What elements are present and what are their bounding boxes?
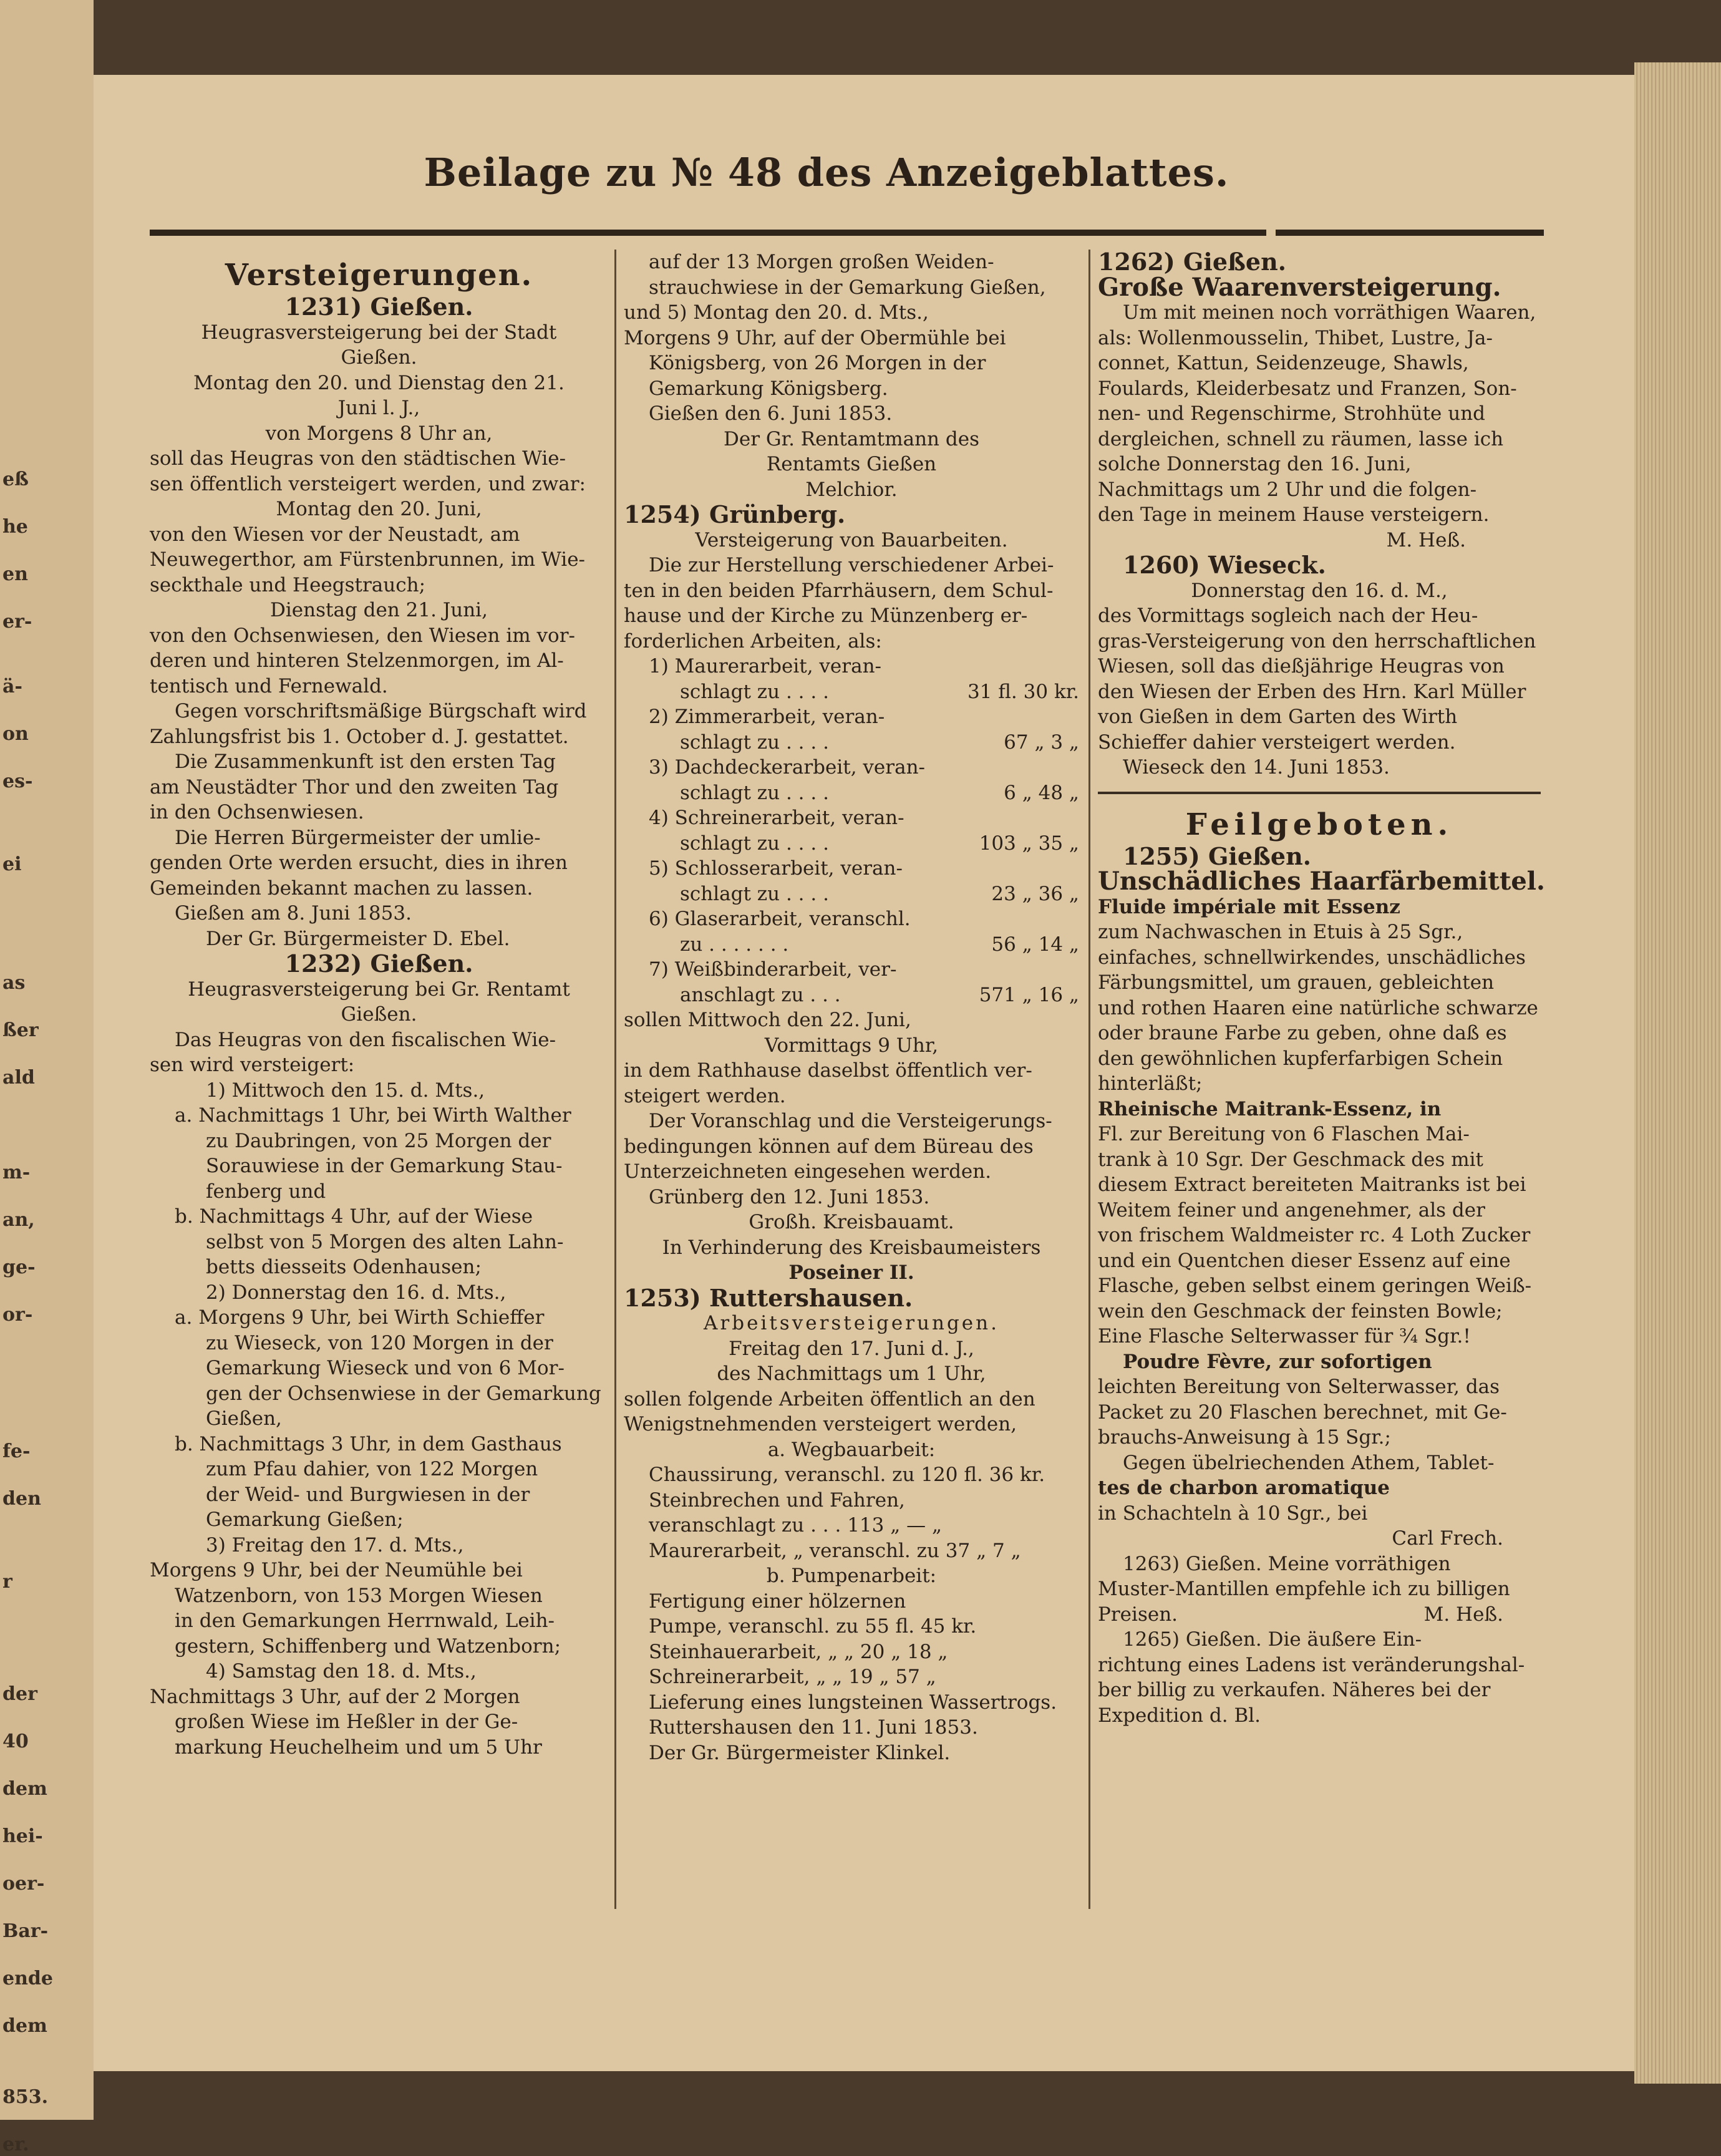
text-line: in Schachteln à 10 Sgr., bei — [1098, 1502, 1368, 1525]
notice-heading: Heugrasversteigerung bei Gr. Rentamt — [188, 978, 570, 1001]
work-item-price — [624, 730, 1079, 755]
price-label: schlagt zu . . . . — [680, 832, 829, 855]
text-line: Der Voranschlag und die Versteigerungs- — [649, 1110, 1052, 1132]
text-line: Großh. Kreisbauamt. — [749, 1211, 954, 1233]
notice-number: 1232) Gießen. — [284, 949, 473, 978]
text-line: Schreinerarbeit, „ „ 19 „ 57 „ — [649, 1666, 936, 1688]
text-line: hinterläßt; — [1098, 1072, 1203, 1095]
text-line: Nachmittags um 2 Uhr und die folgen- — [1098, 478, 1477, 501]
text-line: genden Orte werden ersucht, dies in ihren — [150, 852, 568, 874]
price-label: zu . . . . . . . — [680, 933, 789, 956]
text-line: Gemeinden bekannt machen zu lassen. — [150, 876, 533, 900]
text-line: Watzenborn, von 153 Morgen Wiesen — [175, 1584, 543, 1607]
text-line: Fertigung einer hölzernen — [649, 1590, 906, 1613]
text-line: Das Heugras von den fiscalischen Wie- — [175, 1028, 556, 1051]
text-line: Gemarkung Königsberg. — [649, 377, 888, 400]
facing-page-fragment: ge- — [2, 1256, 36, 1278]
text-line: zu Wieseck, von 120 Morgen in der — [206, 1331, 553, 1354]
text-line: Juni l. J., — [337, 397, 420, 419]
facing-page-fragment: he — [2, 515, 28, 538]
text-line: den gewöhnlichen kupferfarbigen Schein — [1098, 1047, 1503, 1070]
signature: Melchior. — [805, 478, 898, 501]
text-line: Foulards, Kleiderbesatz und Franzen, Son- — [1098, 377, 1517, 400]
text-line: Gießen den 6. Juni 1853. — [649, 402, 893, 425]
facing-page-fragment: ä- — [2, 676, 22, 697]
text-line: in den Gemarkungen Herrnwald, Leih- — [175, 1610, 555, 1632]
work-item: 5) Schlosserarbeit, veran- — [649, 857, 903, 880]
work-item-price — [624, 831, 1079, 857]
column-divider-1 — [614, 250, 616, 1909]
text-line: den Tage in meinem Hause versteigern. — [1098, 503, 1490, 526]
text-line: von frischem Waldmeister rc. 4 Loth Zucker — [1098, 1224, 1531, 1246]
price-value: 56 „ 14 „ — [991, 933, 1079, 956]
facing-page-fragment: ei — [2, 853, 22, 875]
text-line: Fl. zur Bereitung von 6 Flaschen Mai- — [1098, 1123, 1470, 1145]
text-line: Expedition d. Bl. — [1098, 1704, 1261, 1727]
notice-heading: Heugrasversteigerung bei der Stadt — [201, 321, 557, 344]
text-line: den Wiesen der Erben des Hrn. Karl Müller — [1098, 680, 1526, 703]
text-line: Morgens 9 Uhr, bei der Neumühle bei — [150, 1559, 523, 1581]
text-line: Die Zusammenkunft ist den ersten Tag — [175, 750, 556, 773]
facing-page-fragment: es- — [2, 770, 33, 792]
work-item: 7) Weißbinderarbeit, ver- — [649, 958, 897, 981]
text-line: Die zur Herstellung verschiedener Arbei- — [649, 554, 1054, 576]
text-line: Färbungsmittel, um grauen, gebleichten — [1098, 971, 1495, 994]
text-line: Steinhauerarbeit, „ „ 20 „ 18 „ — [649, 1640, 948, 1663]
text-line: Nachmittags 3 Uhr, auf der 2 Morgen — [150, 1685, 520, 1708]
column-2 — [624, 250, 1079, 1765]
notice-line: 1265) Gießen. Die äußere Ein- — [1123, 1628, 1422, 1651]
price-label: schlagt zu . . . . — [680, 680, 829, 703]
facing-page-fragment: en — [2, 563, 28, 585]
section-heading: Feilgeboten. — [1185, 807, 1453, 842]
work-item: 2) Zimmerarbeit, veran- — [649, 706, 885, 728]
notice-number: 1253) Ruttershausen. — [624, 1283, 913, 1312]
text-line: von Gießen in dem Garten des Wirth — [1098, 706, 1458, 728]
text-line: der Weid- und Burgwiesen in der — [206, 1483, 530, 1506]
text-line: Muster-Mantillen empfehle ich zu billigen — [1098, 1578, 1510, 1600]
text-line: Eine Flasche Selterwasser für ¾ Sgr.! — [1098, 1325, 1471, 1348]
text-line: Unterzeichneten eingesehen werden. — [624, 1160, 992, 1183]
text-line: brauchs-Anweisung à 15 Sgr.; — [1098, 1426, 1391, 1449]
text-line: Die Herren Bürgermeister der umlie- — [175, 826, 541, 849]
facing-page-fragment: r — [2, 1570, 12, 1593]
text-line: Gießen, — [206, 1407, 282, 1430]
notice-number: 1231) Gießen. — [284, 293, 473, 321]
text-line: 4) Samstag den 18. d. Mts., — [206, 1660, 477, 1683]
text-line: trank à 10 Sgr. Der Geschmack des mit — [1098, 1148, 1484, 1171]
text-line: gestern, Schiffenberg und Watzenborn; — [175, 1634, 561, 1658]
text-line: Morgens 9 Uhr, auf der Obermühle bei — [624, 326, 1006, 349]
text-line: Steinbrechen und Fahren, — [649, 1488, 905, 1512]
text-line-with-signature — [1098, 1602, 1541, 1628]
text-line: und 5) Montag den 20. d. Mts., — [624, 301, 929, 324]
text-line: Maurerarbeit, „ veranschl. zu 37 „ 7 „ — [649, 1539, 1021, 1562]
price-label: schlagt zu . . . . — [680, 731, 829, 754]
text-line: zum Nachwaschen in Etuis à 25 Sgr., — [1098, 921, 1463, 943]
work-item: 3) Dachdeckerarbeit, veran- — [649, 756, 926, 779]
text-line: Neuwegerthor, am Fürstenbrunnen, im Wie- — [150, 548, 586, 571]
text-line: connet, Kattun, Seidenzeuge, Shawls, — [1098, 352, 1469, 374]
notice-number: 1262) Gießen. — [1098, 248, 1286, 276]
text-line: Pumpe, veranschl. zu 55 fl. 45 kr. — [649, 1615, 977, 1638]
text-line: Der Gr. Rentamtmann des — [724, 427, 979, 450]
text-line: Gießen. — [341, 1003, 417, 1026]
facing-page-fragment: ßer — [2, 1019, 39, 1041]
text-line: Gemarkung Gießen; — [206, 1508, 404, 1531]
text-line: Rentamts Gießen — [766, 453, 937, 475]
text-line: Zahlungsfrist bis 1. October d. J. gestattet. — [150, 725, 569, 748]
text-line: solche Donnerstag den 16. Juni, — [1098, 453, 1412, 475]
notice-heading: Große Waarenversteigerung. — [1098, 272, 1501, 302]
notice-number: 1255) Gießen. — [1123, 842, 1311, 870]
text-line: Flasche, geben selbst einem geringen Weiß- — [1098, 1275, 1532, 1297]
signature: Poseiner II. — [788, 1261, 914, 1284]
work-item-price — [624, 780, 1079, 806]
section-heading: Versteigerungen. — [225, 258, 533, 293]
text-line: In Verhinderung des Kreisbaumeisters — [662, 1236, 1041, 1259]
text-line: als: Wollenmousselin, Thibet, Lustre, Ja- — [1098, 326, 1493, 349]
text-line: selbst von 5 Morgen des alten Lahn- — [206, 1230, 564, 1253]
facing-page-fragment: or- — [2, 1304, 33, 1326]
header-rule-left — [150, 230, 1266, 236]
price-value: 6 „ 48 „ — [1004, 781, 1079, 804]
text-line: wein den Geschmack der feinsten Bowle; — [1098, 1299, 1503, 1323]
text-line: 1) Mittwoch den 15. d. Mts., — [206, 1079, 485, 1102]
work-item-price — [624, 679, 1079, 705]
signature: M. Heß. — [1386, 528, 1466, 551]
notice-line: 1263) Gießen. Meine vorräthigen — [1123, 1552, 1451, 1575]
column-1 — [150, 256, 608, 1760]
text-line: gen der Ochsenwiese in der Gemarkung — [206, 1382, 601, 1405]
text-line: ten in den beiden Pfarrhäusern, dem Schul- — [624, 579, 1054, 602]
price-value: 31 fl. 30 kr. — [967, 680, 1079, 703]
facing-page-fragment: er. — [2, 2134, 29, 2155]
text-line: gras-Versteigerung von den herrschaftlichen — [1098, 629, 1536, 653]
price-value: 103 „ 35 „ — [979, 832, 1079, 855]
facing-page-fragment: m- — [2, 1162, 31, 1183]
text-line: sen öffentlich versteigert werden, und zwar: — [150, 472, 586, 495]
text-line: ber billig zu verkaufen. Näheres bei der — [1098, 1679, 1491, 1701]
facing-page-fragment: oer- — [2, 1873, 45, 1895]
product-line: Fluide impériale mit Essenz — [1098, 895, 1400, 918]
text-line: dergleichen, schnell zu räumen, lasse ich — [1098, 427, 1504, 450]
text-line: Gießen am 8. Juni 1853. — [175, 902, 412, 925]
text-line: Montag den 20. und Dienstag den 21. — [193, 371, 565, 394]
text-line: Freitag den 17. Juni d. J., — [729, 1337, 974, 1360]
signature: Der Gr. Bürgermeister D. Ebel. — [206, 927, 510, 950]
facing-page-fragment: der — [2, 1683, 37, 1705]
text-line: Packet zu 20 Flaschen berechnet, mit Ge- — [1098, 1401, 1507, 1424]
text-line: Wiesen, soll das dießjährige Heugras von — [1098, 655, 1505, 677]
notice-heading: Unschädliches Haarfärbemittel. — [1098, 867, 1545, 896]
text-line: Grünberg den 12. Juni 1853. — [649, 1185, 930, 1208]
text-line: bedingungen können auf dem Büreau des — [624, 1135, 1034, 1158]
text-line: strauchwiese in der Gemarkung Gießen, — [649, 276, 1046, 299]
work-item-price — [624, 932, 1079, 958]
text-line: sen wird versteigert: — [150, 1054, 355, 1076]
text-line: Chaussirung, veranschl. zu 120 fl. 36 kr. — [649, 1464, 1045, 1486]
price-value: 23 „ 36 „ — [991, 882, 1079, 905]
text-line: Vormittags 9 Uhr, — [764, 1034, 939, 1057]
facing-page-fragment: dem — [2, 1778, 47, 1800]
text-line: steigert werden. — [624, 1084, 786, 1107]
facing-page — [0, 0, 94, 2155]
notice-heading: Versteigerung von Bauarbeiten. — [695, 528, 1008, 551]
facing-page-fragment: eß — [2, 468, 29, 490]
text-line: und ein Quentchen dieser Essenz auf eine — [1098, 1249, 1511, 1272]
text-line: b. Nachmittags 4 Uhr, auf der Wiese — [175, 1205, 533, 1228]
text-line: a. Nachmittags 1 Uhr, bei Wirth Walther — [175, 1104, 571, 1127]
text-line: betts diesseits Odenhausen; — [206, 1256, 482, 1278]
text-line: fenberg und — [206, 1180, 326, 1203]
signature: Der Gr. Bürgermeister Klinkel. — [649, 1741, 951, 1764]
text-line: zum Pfau dahier, von 122 Morgen — [206, 1458, 538, 1480]
facing-page-fragment: on — [2, 723, 29, 745]
text-line: Gießen. — [341, 346, 417, 369]
facing-page-fragment: 40 — [2, 1731, 29, 1752]
text-line: Um mit meinen noch vorräthigen Waaren, — [1123, 301, 1536, 324]
sub-heading: b. Pumpenarbeit: — [766, 1565, 937, 1587]
page-title: Beilage zu № 48 des Anzeigeblattes. — [424, 150, 1229, 195]
facing-page-fragment: fe- — [2, 1440, 31, 1462]
price-label: schlagt zu . . . . — [680, 781, 829, 804]
work-item: 6) Glaserarbeit, veranschl. — [649, 908, 911, 930]
facing-page-fragment: er- — [2, 610, 32, 633]
column-divider-2 — [1088, 250, 1090, 1909]
text-line: des Vormittags sogleich nach der Heu- — [1098, 605, 1478, 627]
text-line: sollen Mittwoch den 22. Juni, — [624, 1009, 911, 1031]
facing-page-fragment: as — [2, 972, 26, 994]
text-line: von den Wiesen vor der Neustadt, am — [150, 523, 520, 546]
text-line: oder braune Farbe zu geben, ohne daß es — [1098, 1022, 1507, 1044]
column-3 — [1098, 248, 1545, 1728]
text-line: Weitem feiner und angenehmer, als der — [1098, 1198, 1485, 1221]
facing-page-fragment: den — [2, 1487, 41, 1510]
text-line: soll das Heugras von den städtischen Wie- — [150, 447, 566, 470]
text-line: Donnerstag den 16. d. M., — [1191, 579, 1448, 602]
text-line: Sorauwiese in der Gemarkung Stau- — [206, 1155, 563, 1177]
header-rule-right — [1276, 230, 1544, 236]
work-item: 1) Maurerarbeit, veran- — [649, 655, 882, 677]
text-line: am Neustädter Thor und den zweiten Tag — [150, 775, 559, 799]
price-label: anschlagt zu . . . — [680, 983, 841, 1006]
text-line: hause und der Kirche zu Münzenberg er- — [624, 605, 1028, 627]
text-line: Gemarkung Wieseck und von 6 Mor- — [206, 1357, 565, 1379]
work-item-price — [624, 983, 1079, 1008]
text-line: Montag den 20. Juni, — [276, 498, 482, 520]
text-line: Wenigstnehmenden versteigert werden, — [624, 1413, 1017, 1435]
text-line: Wieseck den 14. Juni 1853. — [1123, 756, 1390, 779]
facing-page-fragment: ald — [2, 1067, 35, 1089]
sub-heading: a. Wegbauarbeit: — [767, 1438, 936, 1461]
signature: M. Heß. — [1423, 1603, 1503, 1626]
notice-heading: Arbeitsversteigerungen. — [704, 1312, 999, 1334]
text-line: leichten Bereitung von Selterwasser, das — [1098, 1376, 1500, 1398]
text-line: einfaches, schnellwirkendes, unschädliches — [1098, 946, 1526, 969]
facing-page-fragment: hei- — [2, 1825, 43, 1847]
product-line: Poudre Fèvre, zur sofortigen — [1123, 1350, 1432, 1373]
text-line: des Nachmittags um 1 Uhr, — [717, 1362, 986, 1385]
text-line: und rothen Haaren eine natürliche schwarze — [1098, 996, 1538, 1019]
price-value: 571 „ 16 „ — [979, 983, 1079, 1006]
text-line: großen Wiese im Heßler in der Ge- — [175, 1711, 518, 1733]
text-line: tentisch und Fernewald. — [150, 674, 388, 697]
text-fragment: Preisen. — [1098, 1603, 1178, 1626]
facing-page-fragment: an, — [2, 1209, 35, 1231]
text-line: Lieferung eines lungsteinen Wassertrogs. — [649, 1691, 1057, 1714]
text-line: von den Ochsenwiesen, den Wiesen im vor- — [150, 624, 575, 647]
text-line: Gegen vorschriftsmäßige Bürgschaft wird — [175, 700, 587, 722]
signature: Carl Frech. — [1392, 1527, 1503, 1550]
text-line: 3) Freitag den 17. d. Mts., — [206, 1533, 464, 1556]
text-line: in dem Rathhause daselbst öffentlich ver- — [624, 1059, 1032, 1082]
text-line: veranschlagt zu . . . 113 „ — „ — [649, 1514, 943, 1537]
text-line: sollen folgende Arbeiten öffentlich an den — [624, 1387, 1035, 1411]
text-line: Dienstag den 21. Juni, — [270, 599, 488, 621]
facing-page-fragment: Bar- — [2, 1920, 49, 1942]
product-line: Rheinische Maitrank-Essenz, in — [1098, 1097, 1442, 1120]
text-line: Königsberg, von 26 Morgen in der — [649, 352, 986, 374]
page-edges — [1634, 62, 1721, 2084]
text-line: 2) Donnerstag den 16. d. Mts., — [206, 1281, 507, 1304]
price-label: schlagt zu . . . . — [680, 882, 829, 905]
work-item-price — [624, 881, 1079, 907]
text-line: richtung eines Ladens ist veränderungshal- — [1098, 1653, 1525, 1676]
text-line: Gegen übelriechenden Athem, Tablet- — [1123, 1451, 1495, 1474]
facing-page-fragment: 853. — [2, 2086, 49, 2108]
section-divider — [1098, 792, 1541, 794]
facing-page-fragment: ende — [2, 1968, 53, 1989]
product-line: tes de charbon aromatique — [1098, 1477, 1390, 1499]
text-line: forderlichen Arbeiten, als: — [624, 629, 882, 653]
notice-number: 1260) Wieseck. — [1123, 551, 1326, 579]
text-line: markung Heuchelheim und um 5 Uhr — [175, 1736, 542, 1759]
text-line: seckthale und Heegstrauch; — [150, 573, 426, 596]
text-line: Schieffer dahier versteigert werden. — [1098, 731, 1456, 754]
text-line: Ruttershausen den 11. Juni 1853. — [649, 1716, 978, 1739]
text-line: auf der 13 Morgen großen Weiden- — [649, 251, 994, 273]
text-line: zu Daubringen, von 25 Morgen der — [206, 1129, 551, 1152]
notice-number: 1254) Grünberg. — [624, 500, 846, 528]
facing-page-fragment: dem — [2, 2015, 47, 2037]
text-line: deren und hinteren Stelzenmorgen, im Al- — [150, 649, 564, 672]
text-line: von Morgens 8 Uhr an, — [265, 422, 493, 445]
text-line: a. Morgens 9 Uhr, bei Wirth Schieffer — [175, 1306, 545, 1329]
text-line: b. Nachmittags 3 Uhr, in dem Gasthaus — [175, 1432, 562, 1455]
price-value: 67 „ 3 „ — [1004, 731, 1079, 754]
text-line: diesem Extract bereiteten Maitranks ist bei — [1098, 1173, 1526, 1196]
text-line: in den Ochsenwiesen. — [150, 801, 364, 823]
work-item: 4) Schreinerarbeit, veran- — [649, 807, 904, 829]
text-line: nen- und Regenschirme, Strohhüte und — [1098, 402, 1485, 425]
